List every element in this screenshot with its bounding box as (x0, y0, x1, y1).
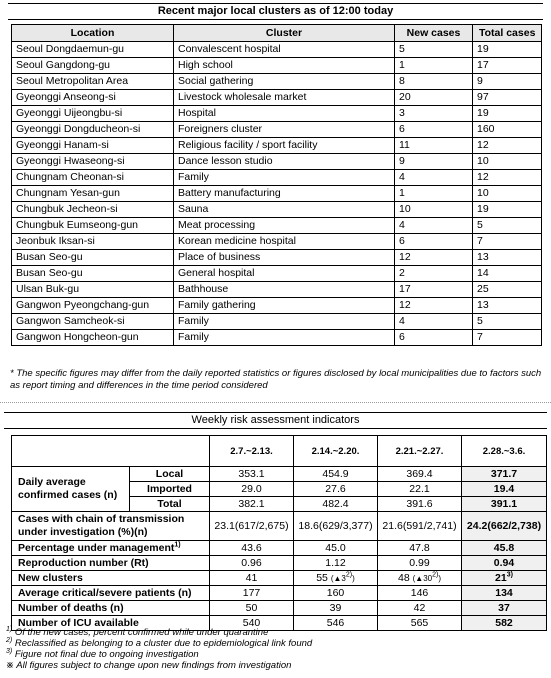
value-cell: 391.1 (462, 497, 547, 512)
total-cases-cell: 160 (473, 122, 542, 138)
location-cell: Chungbuk Jecheon-si (12, 202, 174, 218)
new-cases-cell: 12 (395, 250, 473, 266)
value-cell: 582 (462, 616, 547, 631)
new-cases-cell: 2 (395, 266, 473, 282)
value-cell (210, 571, 294, 586)
value-text: 21 (495, 571, 507, 584)
footnote-text: Figure not final due to ongoing investigation (12, 649, 199, 660)
value-cell: 565 (378, 616, 462, 631)
footnote (6, 627, 546, 638)
new-cases-cell: 6 (395, 122, 473, 138)
reclassified-note: (▲30 (412, 573, 433, 583)
footnote-marker: 3) (6, 647, 13, 655)
new-cases-cell: 8 (395, 74, 473, 90)
cluster-cell: Bathhouse (174, 282, 395, 298)
paren-close: ) (352, 573, 355, 583)
cluster-cell: Family (174, 314, 395, 330)
value-cell: 1.12 (294, 556, 378, 571)
total-cases-cell: 12 (473, 138, 542, 154)
value-cell: 134 (462, 586, 547, 601)
new-cases-cell: 20 (395, 90, 473, 106)
location-cell: Gyeonggi Uijeongbu-si (12, 106, 174, 122)
location-cell: Gyeonggi Hanam-si (12, 138, 174, 154)
period-header: 2.28.~3.6. (462, 436, 547, 467)
new-cases-cell: 9 (395, 154, 473, 170)
value-cell: 22.1 (378, 482, 462, 497)
clusters-note: * The specific figures may differ from the daily reported statistics or figures disclosed by local municipalities due to factors such as report timing and differences in the time period considered (10, 368, 542, 391)
footnote (6, 638, 546, 649)
new-cases-cell: 4 (395, 314, 473, 330)
cluster-cell: Battery manufacturing (174, 186, 395, 202)
total-cases-cell: 19 (473, 42, 542, 58)
total-cases-cell: 12 (473, 170, 542, 186)
location-cell: Gyeonggi Hwaseong-si (12, 154, 174, 170)
value-cell: 18.6(629/3,377) (294, 512, 378, 541)
clusters-header-row (12, 25, 542, 42)
footnote-marker: 3) (506, 571, 513, 578)
weekly-table (11, 435, 547, 631)
weekly-header-row (12, 436, 547, 467)
cluster-cell: Sauna (174, 202, 395, 218)
value-text: 48 (398, 571, 410, 584)
new-cases-cell: 4 (395, 218, 473, 234)
total-cases-cell: 7 (473, 234, 542, 250)
sub-label: Local (130, 467, 210, 482)
cluster-row (12, 138, 542, 154)
new-clusters-label: New clusters (12, 571, 210, 586)
footnote-text: ※ All figures subject to change upon new findings from investigation (6, 660, 292, 671)
value-cell: 23.1(617/2,675) (210, 512, 294, 541)
footnote (6, 660, 546, 671)
cluster-row (12, 154, 542, 170)
footnote-text: Reclassified as belonging to a cluster due to epidemiological link found (12, 638, 313, 649)
value-cell: 37 (462, 601, 547, 616)
value-cell: 47.8 (378, 541, 462, 556)
period-header: 2.7.~2.13. (210, 436, 294, 467)
cluster-cell: Korean medicine hospital (174, 234, 395, 250)
sub-label: Imported (130, 482, 210, 497)
mgmt-label (12, 541, 210, 556)
cluster-row (12, 314, 542, 330)
rt-row (12, 556, 547, 571)
cluster-row (12, 186, 542, 202)
value-cell: 21.6(591/2,741) (378, 512, 462, 541)
critical-row (12, 586, 547, 601)
footnote-marker: 2) (432, 571, 439, 578)
deaths-row (12, 601, 547, 616)
location-cell: Busan Seo-gu (12, 250, 174, 266)
total-cases-cell: 9 (473, 74, 542, 90)
value-cell: 42 (378, 601, 462, 616)
paren-close: ) (438, 573, 441, 583)
footnote (6, 649, 546, 660)
total-cases-cell: 25 (473, 282, 542, 298)
clusters-title: Recent major local clusters as of 12:00 today (8, 3, 543, 20)
cluster-row (12, 250, 542, 266)
new-cases-cell: 11 (395, 138, 473, 154)
header-total-cases: Total cases (473, 25, 542, 42)
mgmt-row (12, 541, 547, 556)
cluster-cell: Place of business (174, 250, 395, 266)
location-cell: Chungnam Yesan-gun (12, 186, 174, 202)
value-cell: 19.4 (462, 482, 547, 497)
value-cell: 160 (294, 586, 378, 601)
cluster-cell: Family (174, 170, 395, 186)
daily-local-row (12, 467, 547, 482)
cluster-row (12, 234, 542, 250)
value-cell: 39 (294, 601, 378, 616)
header-new-cases: New cases (395, 25, 473, 42)
cluster-cell: Religious facility / sport facility (174, 138, 395, 154)
value-cell: 27.6 (294, 482, 378, 497)
value-cell (378, 571, 462, 586)
footnote-marker: 1) (6, 625, 13, 633)
cluster-row (12, 266, 542, 282)
location-cell: Ulsan Buk-gu (12, 282, 174, 298)
new-cases-cell: 6 (395, 330, 473, 346)
total-cases-cell: 5 (473, 314, 542, 330)
location-cell: Jeonbuk Iksan-si (12, 234, 174, 250)
rt-label: Reproduction number (Rt) (12, 556, 210, 571)
value-cell: 29.0 (210, 482, 294, 497)
cluster-cell: General hospital (174, 266, 395, 282)
value-cell: 369.4 (378, 467, 462, 482)
footnote-marker: 2) (345, 571, 353, 578)
value-cell: 353.1 (210, 467, 294, 482)
cluster-row (12, 90, 542, 106)
cluster-row (12, 298, 542, 314)
cluster-cell: Dance lesson studio (174, 154, 395, 170)
period-header: 2.21.~2.27. (378, 436, 462, 467)
new-cases-cell: 17 (395, 282, 473, 298)
location-cell: Seoul Metropolitan Area (12, 74, 174, 90)
location-cell: Seoul Gangdong-gu (12, 58, 174, 74)
cluster-row (12, 170, 542, 186)
value-cell: 45.8 (462, 541, 547, 556)
value-cell: 391.6 (378, 497, 462, 512)
location-cell: Chungbuk Eumseong-gun (12, 218, 174, 234)
new-clusters-row (12, 571, 547, 586)
total-cases-cell: 19 (473, 106, 542, 122)
section-divider (0, 402, 551, 403)
cluster-row (12, 218, 542, 234)
reclassified-note: (▲3 (330, 573, 346, 583)
cluster-cell: Convalescent hospital (174, 42, 395, 58)
header-cluster: Cluster (174, 25, 395, 42)
weekly-notes (6, 627, 546, 671)
cluster-cell: Family (174, 330, 395, 346)
new-cases-cell: 1 (395, 58, 473, 74)
cluster-cell: Livestock wholesale market (174, 90, 395, 106)
mgmt-label-text: Percentage under management (18, 541, 175, 554)
chain-row (12, 512, 547, 541)
total-cases-cell: 10 (473, 186, 542, 202)
location-cell: Gyeonggi Dongducheon-si (12, 122, 174, 138)
cluster-row (12, 74, 542, 90)
new-cases-cell: 10 (395, 202, 473, 218)
total-cases-cell: 10 (473, 154, 542, 170)
critical-label: Average critical/severe patients (n) (12, 586, 210, 601)
value-cell: 454.9 (294, 467, 378, 482)
weekly-title: Weekly risk assessment indicators (4, 412, 547, 429)
value-cell: 0.94 (462, 556, 547, 571)
value-cell: 482.4 (294, 497, 378, 512)
location-cell: Gangwon Samcheok-si (12, 314, 174, 330)
chain-label: Cases with chain of transmission under investigation (%)(n) (12, 512, 210, 541)
new-cases-cell: 5 (395, 42, 473, 58)
value-cell: 24.2(662/2,738) (462, 512, 547, 541)
value-cell (294, 571, 378, 586)
cluster-row (12, 202, 542, 218)
value-cell: 43.6 (210, 541, 294, 556)
cluster-cell: Hospital (174, 106, 395, 122)
total-cases-cell: 13 (473, 298, 542, 314)
daily-avg-label: Daily average confirmed cases (n) (12, 467, 130, 512)
weekly-header-blank (12, 436, 210, 467)
cluster-cell: Foreigners cluster (174, 122, 395, 138)
value-cell: 382.1 (210, 497, 294, 512)
value-cell: 45.0 (294, 541, 378, 556)
new-cases-cell: 4 (395, 170, 473, 186)
total-cases-cell: 13 (473, 250, 542, 266)
footnote-marker: 1) (174, 541, 181, 548)
sub-label: Total (130, 497, 210, 512)
value-cell (462, 571, 547, 586)
new-cases-cell: 6 (395, 234, 473, 250)
total-cases-cell: 7 (473, 330, 542, 346)
clusters-table (11, 24, 542, 346)
cluster-row (12, 42, 542, 58)
value-cell: 50 (210, 601, 294, 616)
value-cell: 0.99 (378, 556, 462, 571)
new-cases-cell: 1 (395, 186, 473, 202)
cluster-cell: Family gathering (174, 298, 395, 314)
total-cases-cell: 14 (473, 266, 542, 282)
value-cell: 177 (210, 586, 294, 601)
location-cell: Busan Seo-gu (12, 266, 174, 282)
value-cell: 371.7 (462, 467, 547, 482)
cluster-cell: Meat processing (174, 218, 395, 234)
value-text: 55 (316, 571, 328, 584)
value-cell: 146 (378, 586, 462, 601)
value-cell: 546 (294, 616, 378, 631)
footnote-text: Of the new cases, percent confirmed while under quarantine (12, 627, 269, 638)
value-cell: 540 (210, 616, 294, 631)
period-header: 2.14.~2.20. (294, 436, 378, 467)
total-cases-cell: 19 (473, 202, 542, 218)
cluster-cell: High school (174, 58, 395, 74)
location-cell: Gangwon Pyeongchang-gun (12, 298, 174, 314)
total-cases-cell: 5 (473, 218, 542, 234)
total-cases-cell: 17 (473, 58, 542, 74)
header-location: Location (12, 25, 174, 42)
value-cell: 0.96 (210, 556, 294, 571)
cluster-cell: Social gathering (174, 74, 395, 90)
location-cell: Gyeonggi Anseong-si (12, 90, 174, 106)
value-text: 41 (245, 571, 258, 584)
location-cell: Seoul Dongdaemun-gu (12, 42, 174, 58)
footnote-marker: 2) (6, 636, 13, 644)
total-cases-cell: 97 (473, 90, 542, 106)
location-cell: Chungnam Cheonan-si (12, 170, 174, 186)
new-cases-cell: 3 (395, 106, 473, 122)
icu-label: Number of ICU available (12, 616, 210, 631)
location-cell: Gangwon Hongcheon-gun (12, 330, 174, 346)
cluster-row (12, 330, 542, 346)
cluster-row (12, 122, 542, 138)
deaths-label: Number of deaths (n) (12, 601, 210, 616)
cluster-row (12, 58, 542, 74)
cluster-row (12, 106, 542, 122)
cluster-row (12, 282, 542, 298)
new-cases-cell: 12 (395, 298, 473, 314)
